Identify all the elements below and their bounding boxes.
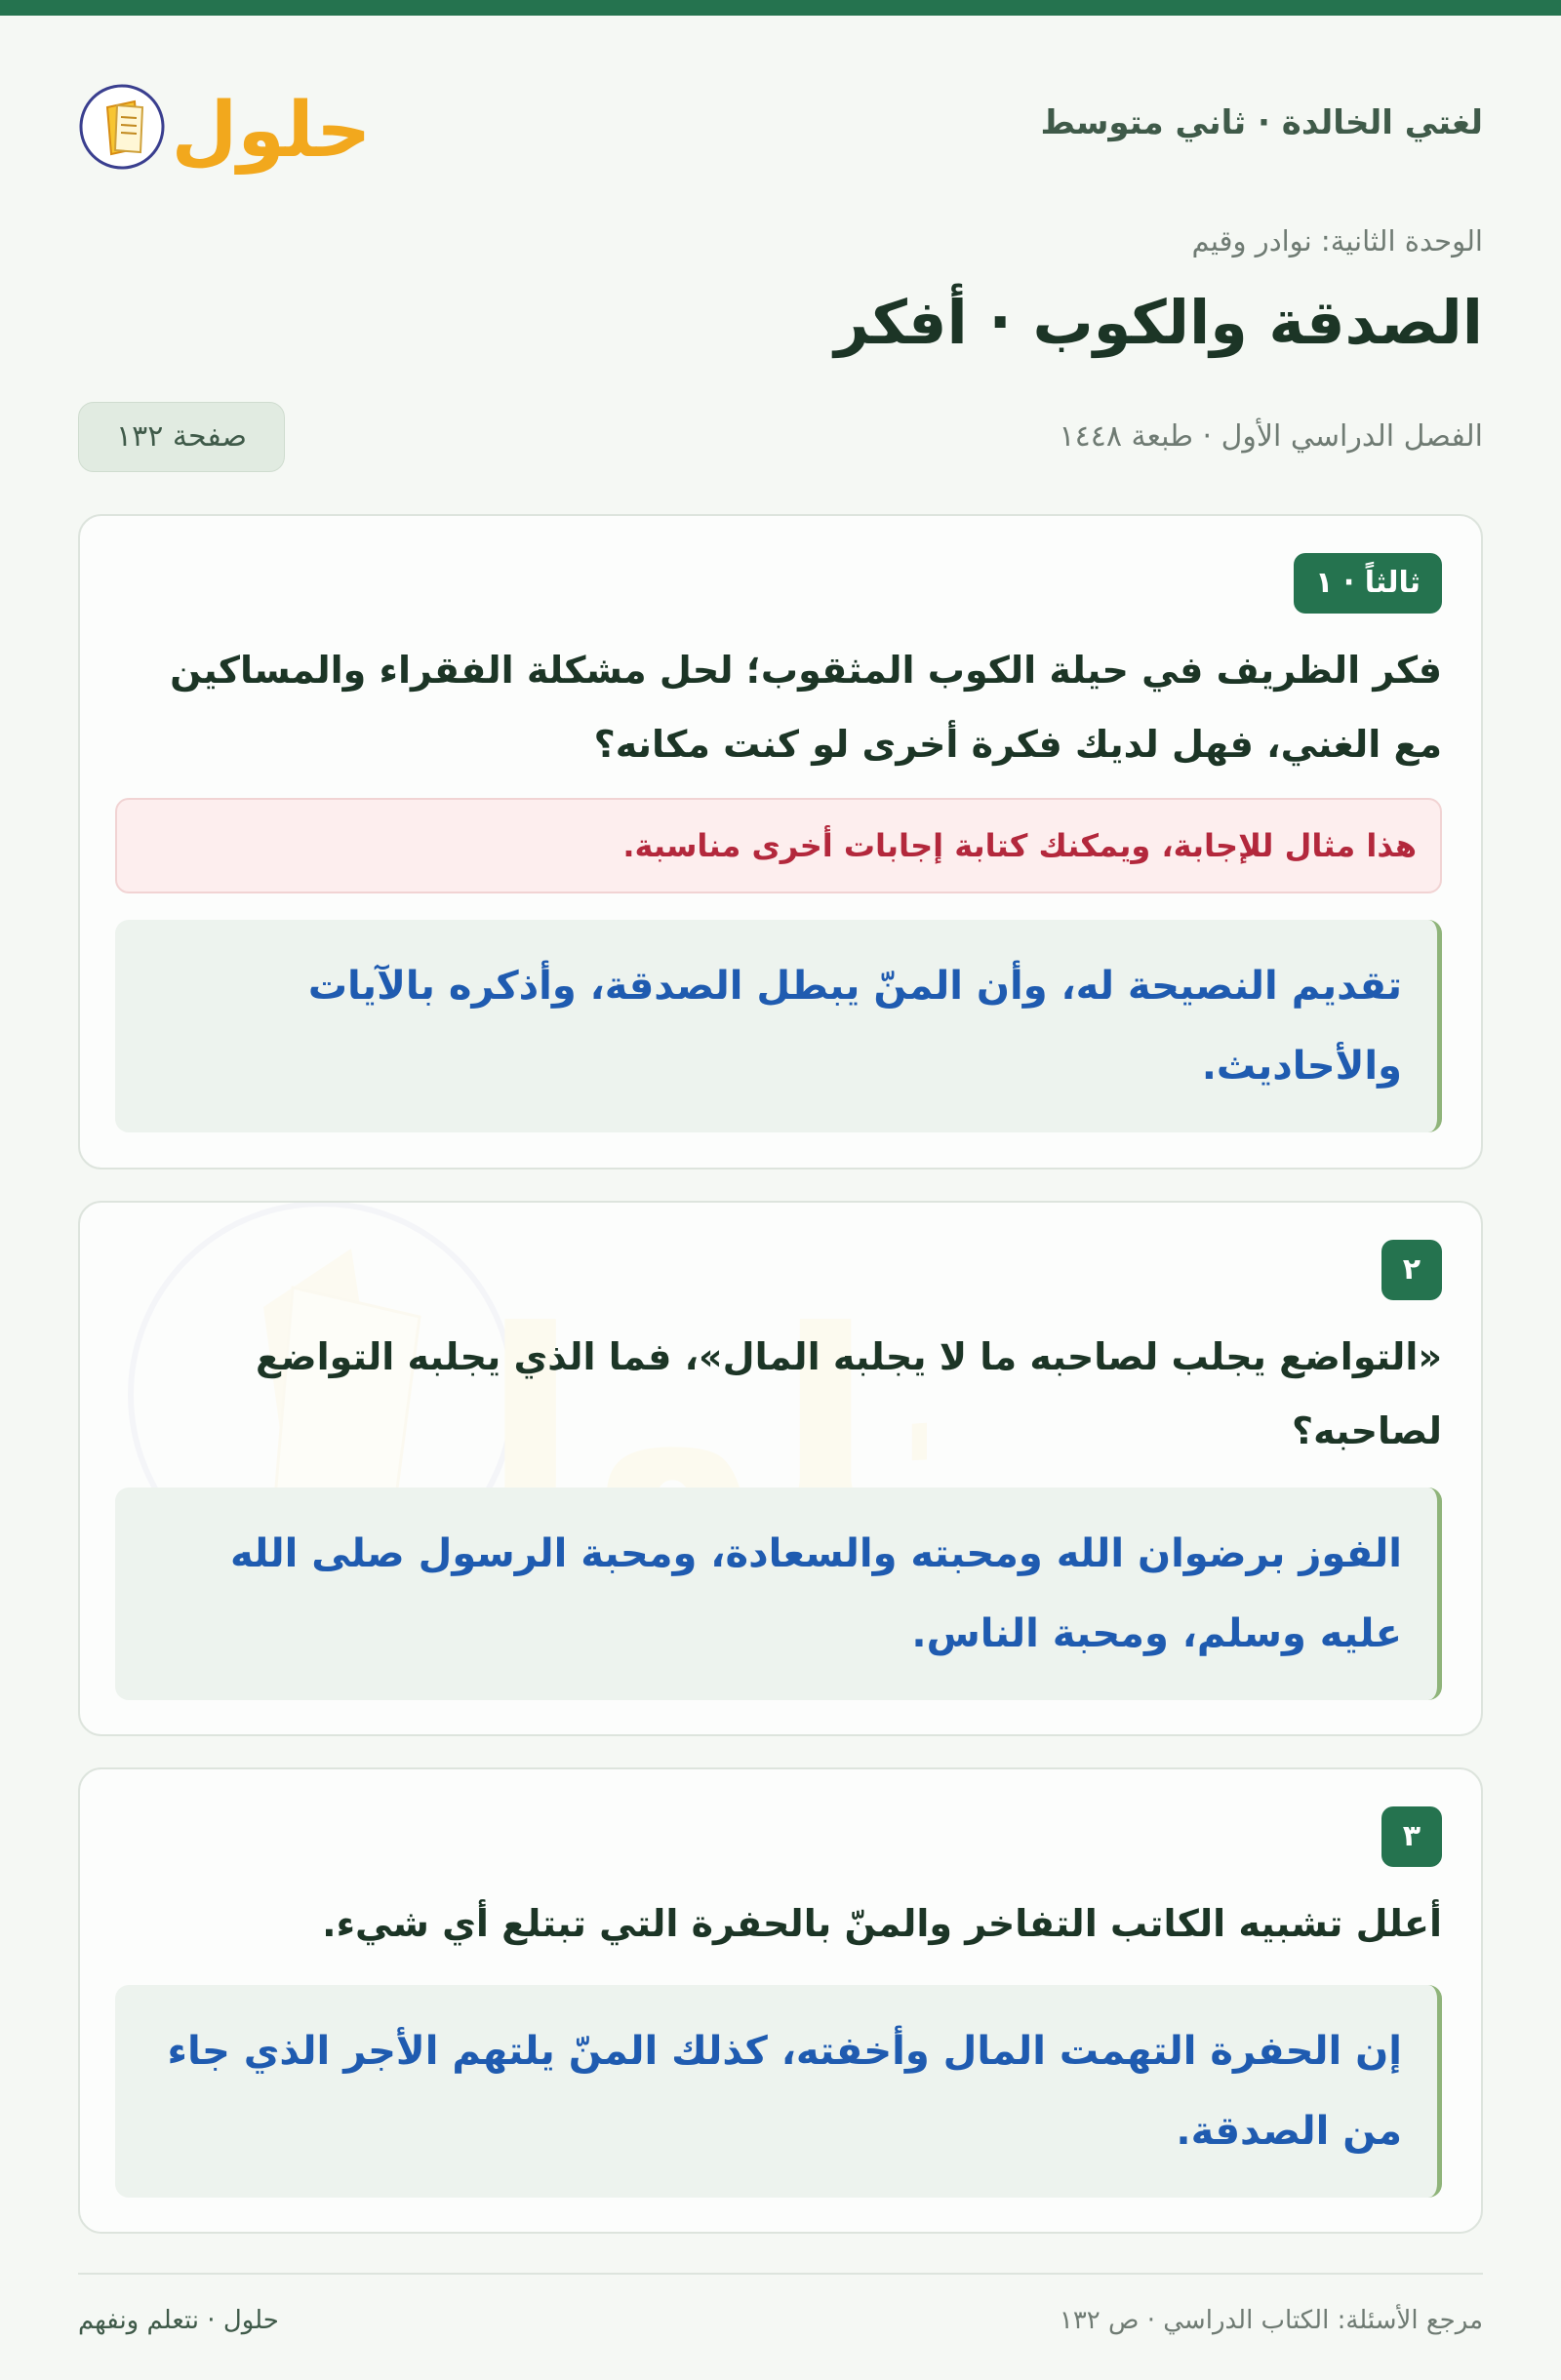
answer-box: الفوز برضوان الله ومحبته والسعادة، ومحبة الرسول صلى الله عليه وسلم، ومحبة الناس. bbox=[115, 1488, 1442, 1700]
answer-box: إن الحفرة التهمت المال وأخفته، كذلك المنّ يلتهم الأجر الذي جاء من الصدقة. bbox=[115, 1985, 1442, 2198]
question-number-badge: ٣ bbox=[1381, 1806, 1442, 1867]
question-text: أعلل تشبيه الكاتب التفاخر والمنّ بالحفرة التي تبتلع أي شيء. bbox=[322, 1902, 1442, 1945]
footer-tagline: حلول · نتعلم ونفهم bbox=[78, 2306, 279, 2335]
question-card-2 bbox=[78, 1201, 1483, 1736]
question-number-badge: ثالثاً · ١ bbox=[1294, 553, 1442, 614]
answer-note: هذا مثال للإجابة، ويمكنك كتابة إجابات أخرى مناسبة. bbox=[115, 798, 1442, 893]
page-number-badge: صفحة ١٣٢ bbox=[78, 402, 285, 472]
answer-box: تقديم النصيحة له، وأن المنّ يبطل الصدقة، وأذكره بالآيات والأحاديث. bbox=[115, 920, 1442, 1132]
question-card-3 bbox=[78, 1767, 1483, 2234]
question-text: فكر الظريف في حيلة الكوب المثقوب؛ لحل مشكلة الفقراء والمساكين مع الغني، فهل لديك فكرة أخرى لو كنت مكانه؟ bbox=[170, 649, 1442, 766]
question-number-badge: ٢ bbox=[1381, 1240, 1442, 1300]
unit-label: الوحدة الثانية: نوادر وقيم bbox=[1191, 224, 1483, 258]
hulul-logo bbox=[78, 59, 371, 176]
semester-label: الفصل الدراسي الأول · طبعة ١٤٤٨ bbox=[1059, 419, 1483, 454]
question-card-1 bbox=[78, 514, 1483, 1170]
question-text: «التواضع يجلب لصاحبه ما لا يجلبه المال»، فما الذي يجلبه التواضع لصاحبه؟ bbox=[255, 1335, 1442, 1452]
footer-reference: مرجع الأسئلة: الكتاب الدراسي · ص ١٣٢ bbox=[1059, 2306, 1483, 2335]
footer-divider bbox=[78, 2273, 1483, 2275]
page-header bbox=[78, 59, 1483, 176]
page-title: الصدقة والكوب · أفكر bbox=[834, 287, 1483, 358]
book-brand: لغتي الخالدة · ثاني متوسط bbox=[1040, 103, 1483, 142]
top-accent-bar bbox=[0, 0, 1561, 16]
logo-wordmark: حلول bbox=[171, 87, 371, 175]
